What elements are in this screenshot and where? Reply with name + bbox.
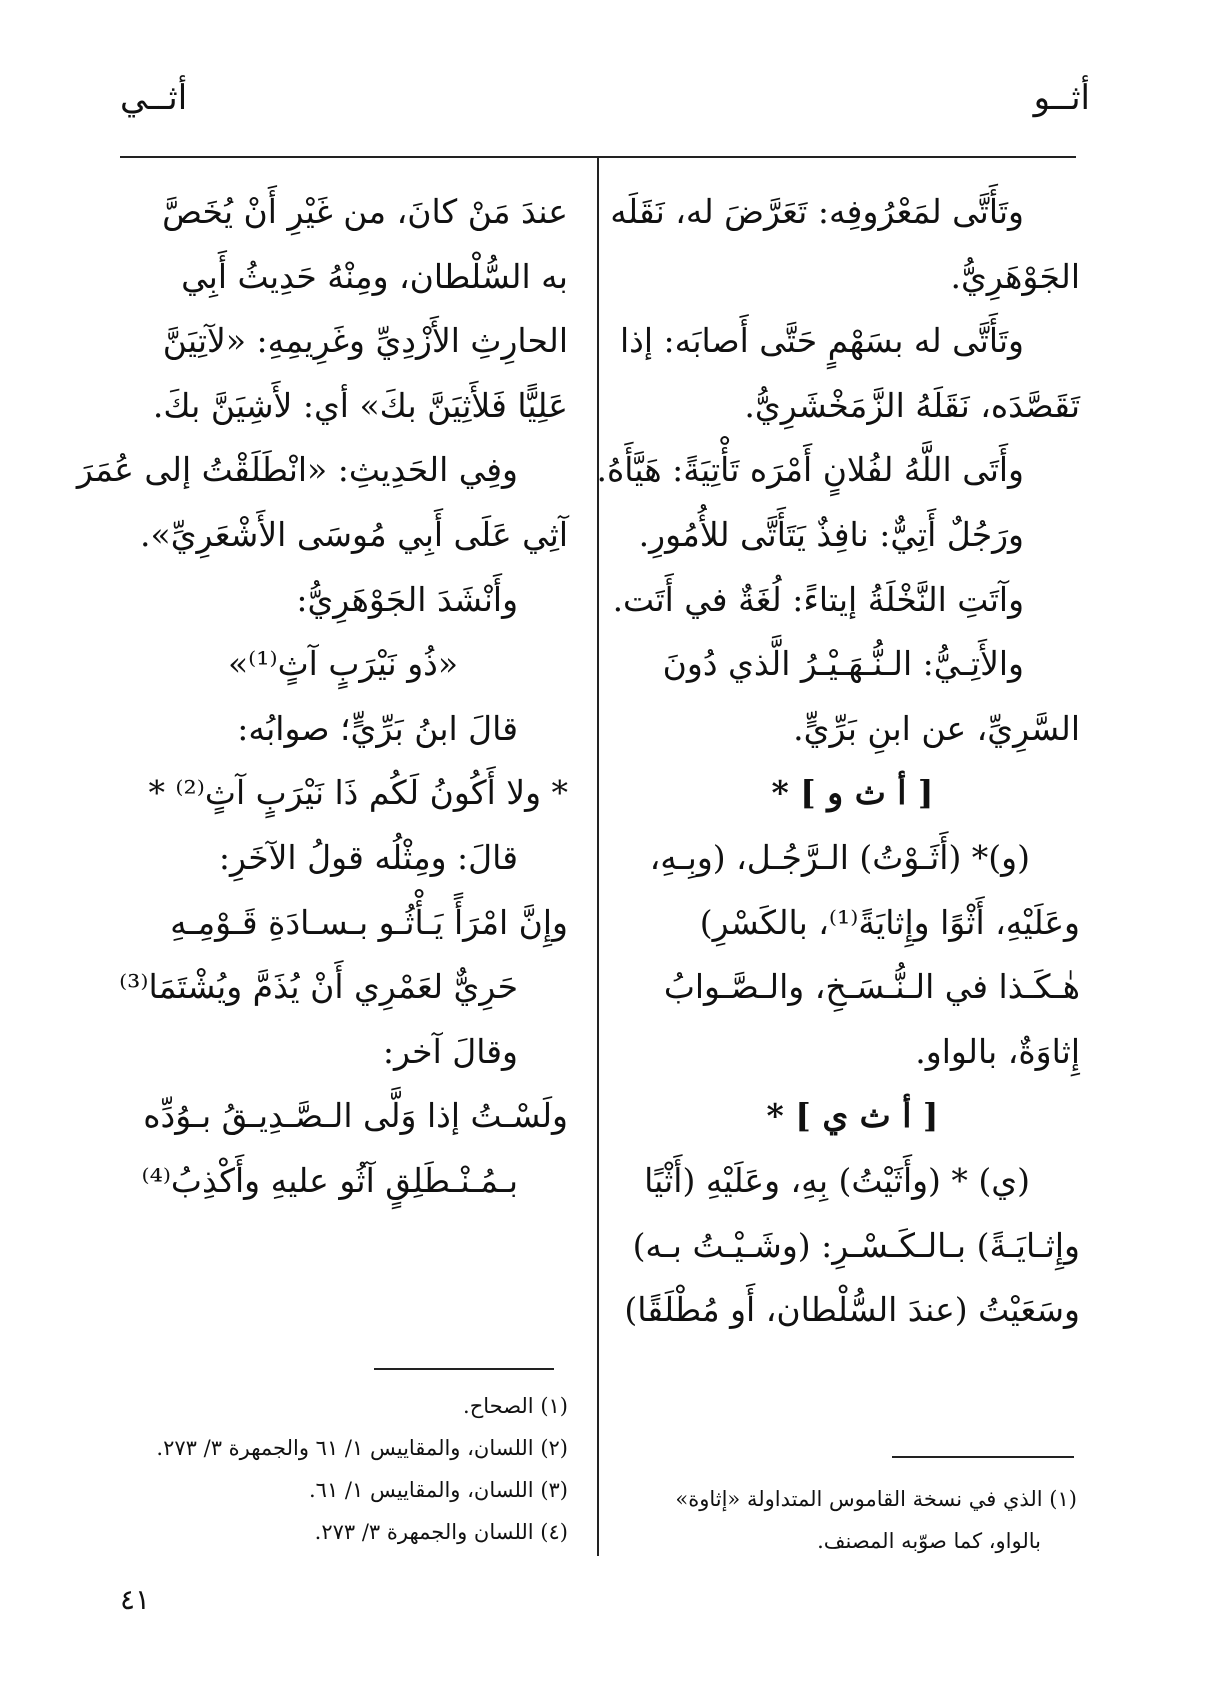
text-line: وقالَ آخر: (382, 1031, 518, 1071)
verse-line: حَرِيٌّ لعَمْرِي أَنْ يُذَمَّ ويُشْتَمَا⁽³⁾ (119, 967, 518, 1007)
column-divider (597, 156, 599, 1556)
text-line: وأَنْشَدَ الجَوْهَرِيُّ: (296, 579, 518, 619)
running-header-left: أثــي (120, 78, 188, 118)
footnote-separator-left (374, 1368, 554, 1370)
text-line: وتَأَتَّى له بسَهْمٍ حَتَّى أَصابَه: إذا (620, 321, 1024, 361)
text-line: وأَتَى اللَّهُ لفُلانٍ أَمْرَه تَأْتِيَةً: هَيَّأَهُ. (596, 450, 1024, 490)
footnote-continuation: بالواو، كما صوّبه المصنف. (817, 1529, 1041, 1553)
footnote: (١) الذي في نسخة القاموس المتداولة «إثاوة» (675, 1487, 1077, 1511)
footnotes-right (625, 1478, 1077, 1562)
text-line: وسَعَيْتُ (عندَ السُّلْطان، أَو مُطْلَقًا) (624, 1290, 1080, 1330)
footnotes-left (118, 1385, 568, 1553)
text-line: وآتَتِ النَّخْلَةُ إيتاءً: لُغَةٌ في أَتَت. (612, 579, 1024, 619)
text-line: السَّرِيِّ، عن ابنِ بَرِّيٍّ. (793, 708, 1080, 748)
text-line: إِثاوَةٌ، بالواو. (915, 1031, 1080, 1071)
text-line: عَلِيًّا فَلأَثِيَنَّ بكَ» أي: لأَشِيَنَّ بكَ. (152, 385, 568, 425)
right-column (596, 180, 1080, 1343)
text-line: (و)* (أَثَـوْتُ) الـرَّجُـل، (وبِـهِ، (649, 837, 1030, 877)
verse-line: بـمُـنْـطَلِقٍ آثُو عليهِ وأَكْذِبُ⁽⁴⁾ (141, 1160, 518, 1200)
left-column (76, 180, 568, 1214)
verse-line: ولَسْـتُ إذا وَلَّى الـصَّـدِيـقُ بـوُدِّه (143, 1096, 568, 1136)
running-header-right: أثــو (1033, 78, 1090, 118)
verse-line: وإِنَّ امْرَأً يَـأْثُـو بـسـادَةِ قَـوْمِـهِ (170, 902, 568, 942)
text-line: وفِي الحَدِيثِ: «انْطَلَقْتُ إلى عُمَرَ (76, 450, 518, 490)
text-line: والأَتِـيُّ: الـنُّـهَـيْـرُ الَّذي دُونَ (662, 644, 1024, 684)
page-number: ٤١ (120, 1583, 151, 1616)
text-line: ورَجُلٌ أَتِيٌّ: نافِذٌ يَتَأَتَّى للأُمُورِ. (638, 514, 1024, 554)
text-line: آثِي عَلَى أَبِي مُوسَى الأَشْعَرِيِّ». (140, 514, 568, 554)
text-line: قالَ ابنُ بَرِّيٍّ؛ صوابُه: (237, 708, 518, 748)
verse-fragment: «ذُو نَيْرَبٍ آثٍ⁽¹⁾» (227, 644, 459, 684)
entry-heading-athw: [ أ ث و ] * (771, 773, 934, 813)
text-line: وتَأَتَّى لمَعْرُوفِه: تَعَرَّضَ له، نَقَلَه (610, 192, 1024, 231)
text-line: تَقَصَّدَه، نَقَلَهُ الزَّمَخْشَرِيُّ. (744, 385, 1080, 425)
text-line: (ي) * (وأَثَيْتُ) بِهِ، وعَلَيْهِ (أَثْيًا (644, 1160, 1030, 1200)
footnote: (١) الصحاح. (463, 1394, 568, 1418)
footnote: (٤) اللسان والجمهرة ٣/ ٢٧٣. (314, 1520, 568, 1544)
text-line: الحارِثِ الأَزْدِيِّ وغَرِيمِهِ: «لآتِيَنَّ (162, 321, 568, 361)
footnote-separator-right (892, 1456, 1074, 1458)
text-line: وعَلَيْهِ، أَثْوًا وإِثايَةً⁽¹⁾، بالكَسْرِ) (699, 902, 1080, 942)
text-line: وإِثـايَـةً) بـالـكَـسْـرِ: (وشَـيْـتُ بـه) (632, 1225, 1080, 1265)
text-line: قالَ: ومِثْلُه قولُ الآخَرِ: (218, 837, 518, 877)
footnote: (٣) اللسان، والمقاييس ١/ ٦١. (308, 1478, 568, 1502)
text-line: هٰـكَـذا في الـنُّـسَـخِ، والـصَّـوابُ (663, 967, 1080, 1007)
verse-line: * ولا أَكُونُ لَكُم ذَا نَيْرَبٍ آثٍ⁽²⁾ * (148, 773, 568, 813)
text-line: الجَوْهَرِيُّ. (950, 256, 1080, 296)
text-line: عندَ مَنْ كانَ، من غَيْرِ أَنْ يُخَصَّ (162, 192, 568, 231)
text-line: به السُّلْطان، ومِنْهُ حَدِيثُ أَبِي (181, 256, 568, 296)
footnote: (٢) اللسان، والمقاييس ١/ ٦١ والجمهرة ٣/ ٢٧٣. (156, 1436, 568, 1460)
entry-heading-athy: [ أ ث ي ] * (766, 1096, 939, 1136)
